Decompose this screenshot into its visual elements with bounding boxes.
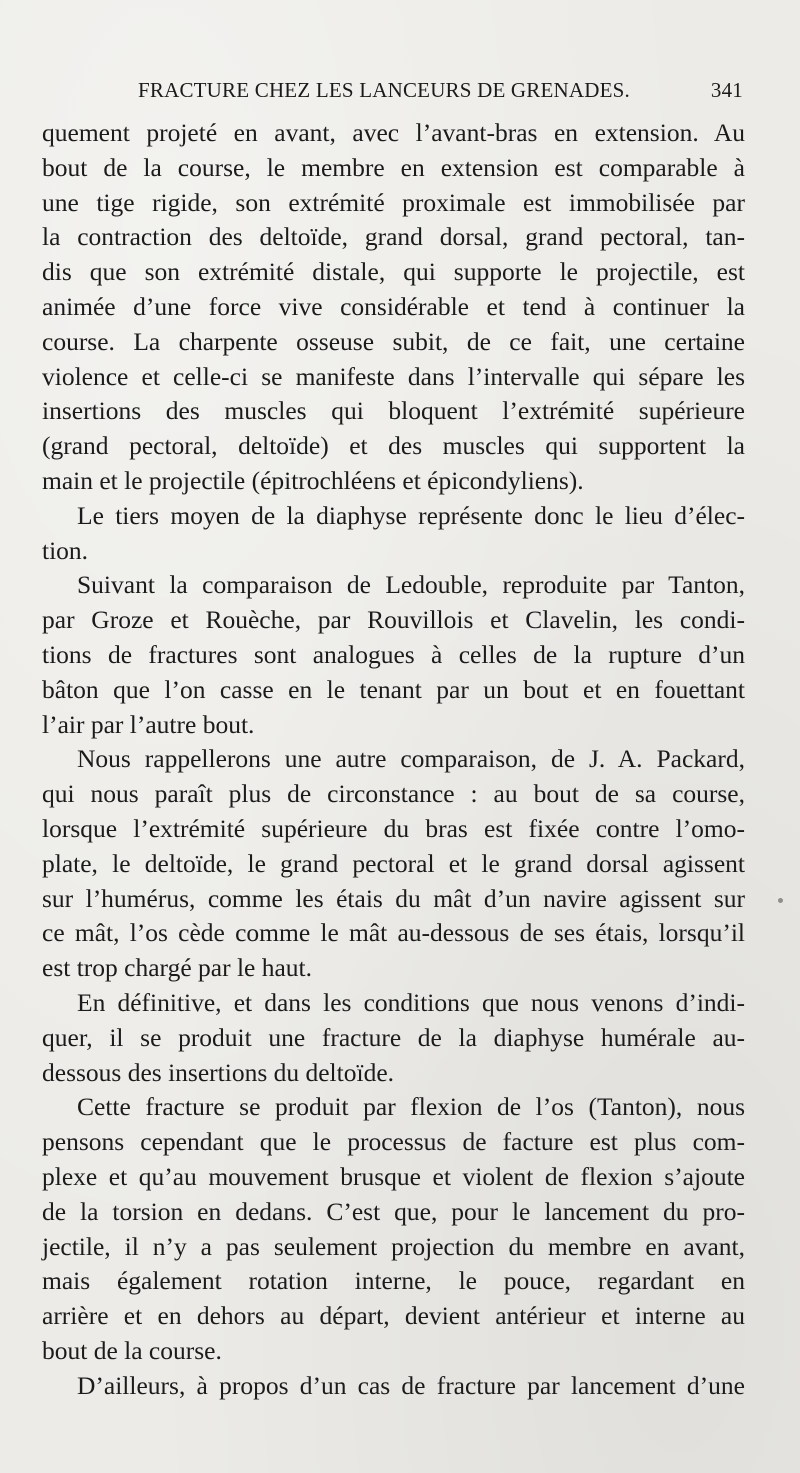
text-line: pensons cependant que le processus de facture est plus com- [42, 1127, 745, 1157]
text-line: dessous des insertions du deltoïde. [42, 1057, 395, 1087]
body-text [42, 116, 745, 1403]
text-line: la contraction des deltoïde, grand dorsal, grand pectoral, tan- [42, 222, 745, 252]
paragraph-first-line: En définitive, et dans les conditions que nous venons d’indi- [77, 987, 745, 1017]
text-line: plate, le deltoïde, le grand pectoral et le grand dorsal agissent [42, 848, 745, 878]
text-line: de la torsion en dedans. C’est que, pour le lancement du pro- [42, 1196, 745, 1226]
text-line: plexe et qu’au mouvement brusque et violent de flexion s’ajoute [42, 1161, 745, 1191]
text-line: course. La charpente osseuse subit, de ce fait, une certaine [42, 326, 745, 356]
text-line: sur l’humérus, comme les étais du mât d’un navire agissent sur [42, 883, 745, 913]
page-number: 341 [710, 78, 743, 102]
text-line: tion. [42, 535, 89, 565]
paper-speck [778, 898, 783, 903]
paragraph-first-line: Le tiers moyen de la diaphyse représente donc le lieu d’élec- [77, 500, 745, 530]
text-line: bâton que l’on casse en le tenant par un bout et en fouettant [42, 674, 745, 704]
text-line: jectile, il n’y a pas seulement projection du membre en avant, [42, 1231, 745, 1261]
text-line: animée d’une force vive considérable et tend à continuer la [42, 291, 745, 321]
text-line: dis que son extrémité distale, qui supporte le projectile, est [42, 257, 745, 287]
text-line: l’air par l’autre bout. [42, 709, 255, 739]
text-line: ce mât, l’os cède comme le mât au-dessous de ses étais, lorsqu’il [42, 918, 745, 948]
text-line: tions de fractures sont analogues à celles de la rupture d’un [42, 639, 745, 669]
text-line: violence et celle-ci se manifeste dans l’intervalle qui sépare les [42, 361, 745, 391]
text-line: par Groze et Rouèche, par Rouvillois et Clavelin, les condi- [42, 605, 745, 635]
text-line: mais également rotation interne, le pouce, regardant en [42, 1266, 745, 1296]
paragraph-first-line: Cette fracture se produit par flexion de l’os (Tanton), nous [77, 1092, 745, 1122]
text-line: est trop chargé par le haut. [42, 953, 313, 983]
paragraph-first-line: Suivant la comparaison de Ledouble, reproduite par Tanton, [77, 570, 745, 600]
text-line: (grand pectoral, deltoïde) et des muscles qui supportent la [42, 431, 745, 461]
running-title: FRACTURE CHEZ LES LANCEURS DE GRENADES. [138, 78, 630, 102]
paragraph-first-line: D’ailleurs, à propos d’un cas de fracture par lancement d’une [77, 1370, 745, 1400]
text-line: quer, il se produit une fracture de la diaphyse humérale au- [42, 1022, 745, 1052]
text-line: insertions des muscles qui bloquent l’extrémité supérieure [42, 396, 745, 426]
text-line: quement projeté en avant, avec l’avant-bras en extension. Au [42, 118, 745, 147]
text-line: qui nous paraît plus de circonstance : au bout de sa course, [42, 779, 745, 809]
text-line: main et le projectile (épitrochléens et épicondyliens). [42, 465, 584, 495]
text-line: bout de la course, le membre en extension est comparable à [42, 152, 745, 182]
running-head [138, 78, 743, 110]
text-line: bout de la course. [42, 1335, 222, 1365]
text-line: arrière et en dehors au départ, devient antérieur et interne au [42, 1301, 745, 1331]
paragraph-first-line: Nous rappellerons une autre comparaison, de J. A. Packard, [77, 744, 745, 774]
text-line: lorsque l’extrémité supérieure du bras est fixée contre l’omo- [42, 813, 745, 843]
text-line: une tige rigide, son extrémité proximale est immobilisée par [42, 187, 745, 217]
